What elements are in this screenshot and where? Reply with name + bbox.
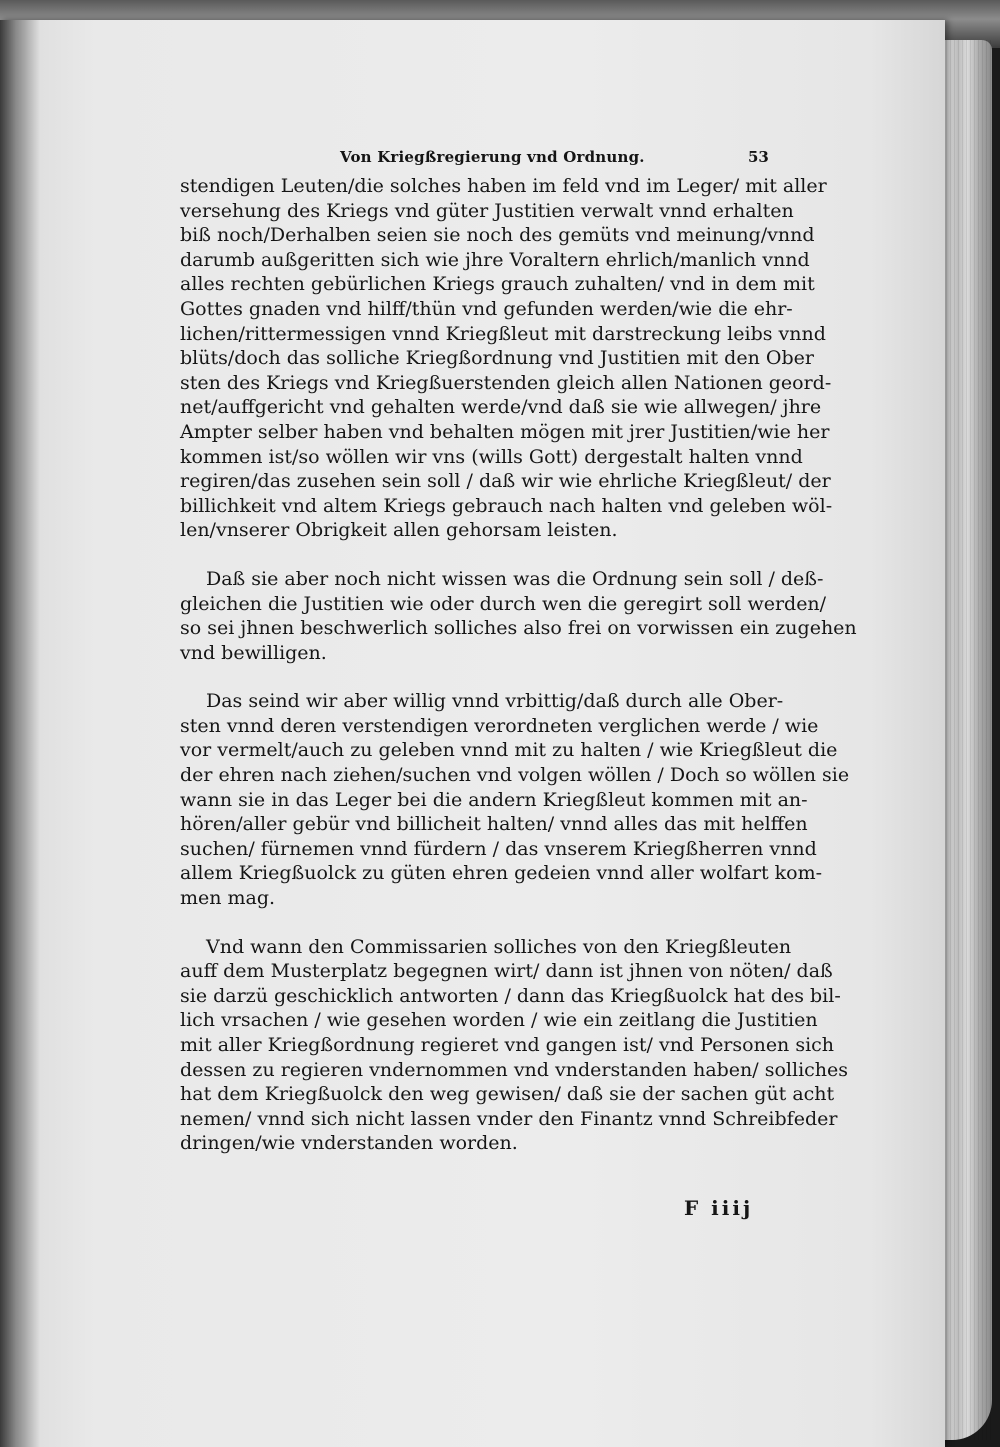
paragraph — [180, 935, 849, 1156]
text-line: regiren/das zusehen sein soll / daß wir wie ehrliche Kriegßleut/ der — [180, 470, 831, 493]
text-line: alles rechten gebürlichen Kriegs grauch zuhalten/ vnd in dem mit — [180, 273, 815, 296]
text-line: lichen/rittermessigen vnnd Kriegßleut mit darstreckung leibs vnnd — [180, 322, 826, 345]
text-line: biß noch/Derhalben seien sie noch des gemüts vnd meinung/vnnd — [180, 224, 815, 247]
page-gutter — [0, 20, 40, 1447]
text-line: sten des Kriegs vnd Kriegßuerstenden gleich allen Nationen geord- — [180, 371, 832, 394]
text-line: Ampter selber haben vnd behalten mögen mit jrer Justitien/wie her — [180, 420, 830, 443]
text-line: vnd bewilligen. — [180, 641, 327, 664]
text-line: sie darzü geschicklich antworten / dann das Kriegßuolck hat des bil- — [180, 984, 841, 1007]
text-line: len/vnserer Obrigkeit allen gehorsam leisten. — [180, 519, 618, 542]
text-line: stendigen Leuten/die solches haben im feld vnd im Leger/ mit aller — [180, 175, 827, 197]
text-line: allem Kriegßuolck zu güten ehren gedeien vnnd aller wolfart kom- — [180, 862, 823, 885]
text-line: dessen zu regieren vndernommen vnd vnderstanden haben/ solliches — [180, 1058, 849, 1081]
text-line: men mag. — [180, 887, 276, 910]
text-line: gleichen die Justitien wie oder durch wen die geregirt soll werden/ — [180, 592, 827, 615]
signature-mark: F iiij — [684, 1196, 754, 1220]
text-line: Gottes gnaden vnd hilff/thün vnd gefunden werden/wie die ehr- — [180, 297, 793, 320]
text-line: dringen/wie vnderstanden worden. — [180, 1132, 518, 1155]
text-line: lich vrsachen / wie gesehen worden / wie ein zeitlang die Justitien — [180, 1009, 818, 1032]
page-number: 53 — [748, 148, 769, 166]
text-line: versehung des Kriegs vnd güter Justitien verwalt vnnd erhalten — [180, 199, 794, 222]
text-line: suchen/ fürnemen vnnd fürdern / das vnserem Kriegßherren vnnd — [180, 837, 817, 860]
paragraph — [180, 174, 833, 543]
text-line: der ehren nach ziehen/suchen vnd volgen wöllen / Doch so wöllen sie — [180, 764, 850, 787]
text-line: nemen/ vnnd sich nicht lassen vnder den Finantz vnnd Schreibfeder — [180, 1107, 838, 1130]
text-line: hat dem Kriegßuolck den weg gewisen/ daß sie der sachen güt acht — [180, 1083, 835, 1106]
text-line: Vnd wann den Commissarien solliches von den Kriegßleuten — [206, 935, 792, 958]
text-line: Daß sie aber noch nicht wissen was die Ordnung sein soll / deß- — [206, 567, 824, 590]
text-line: darumb außgeritten sich wie jhre Voraltern ehrlich/manlich vnnd — [180, 248, 810, 271]
text-line: auff dem Musterplatz begegnen wirt/ dann ist jhnen von nöten/ daß — [180, 960, 833, 983]
text-line: so sei jhnen beschwerlich solliches also frei on vorwissen ein zugehen — [180, 617, 857, 640]
text-line: kommen ist/so wöllen wir vns (wills Gott) dergestalt halten vnnd — [180, 445, 803, 468]
text-line: Das seind wir aber willig vnnd vrbittig/daß durch alle Ober- — [206, 690, 784, 713]
text-line: vor vermelt/auch zu geleben vnnd mit zu halten / wie Kriegßleut die — [180, 739, 838, 762]
paragraph — [180, 689, 850, 910]
paragraph — [180, 567, 857, 665]
text-line: mit aller Kriegßordnung regieret vnd gangen ist/ vnd Personen sich — [180, 1034, 835, 1056]
text-line: blüts/doch das solliche Kriegßordnung vnd Justitien mit den Ober — [180, 347, 814, 370]
text-line: sten vnnd deren verstendigen verordneten verglichen werde / wie — [180, 714, 819, 737]
text-line: net/auffgericht vnd gehalten werde/vnd daß sie wie allwegen/ jhre — [180, 396, 822, 419]
text-line: wann sie in das Leger bei die andern Kriegßleut kommen mit an- — [180, 788, 808, 811]
text-line: hören/aller gebür vnd billicheit halten/ vnnd alles das mit helffen — [180, 813, 808, 836]
text-line: billichkeit vnd altem Kriegs gebrauch nach halten vnd geleben wöl- — [180, 494, 833, 517]
body-text — [180, 174, 857, 1180]
running-head: Von Kriegßregierung vnd Ordnung. — [340, 148, 645, 166]
